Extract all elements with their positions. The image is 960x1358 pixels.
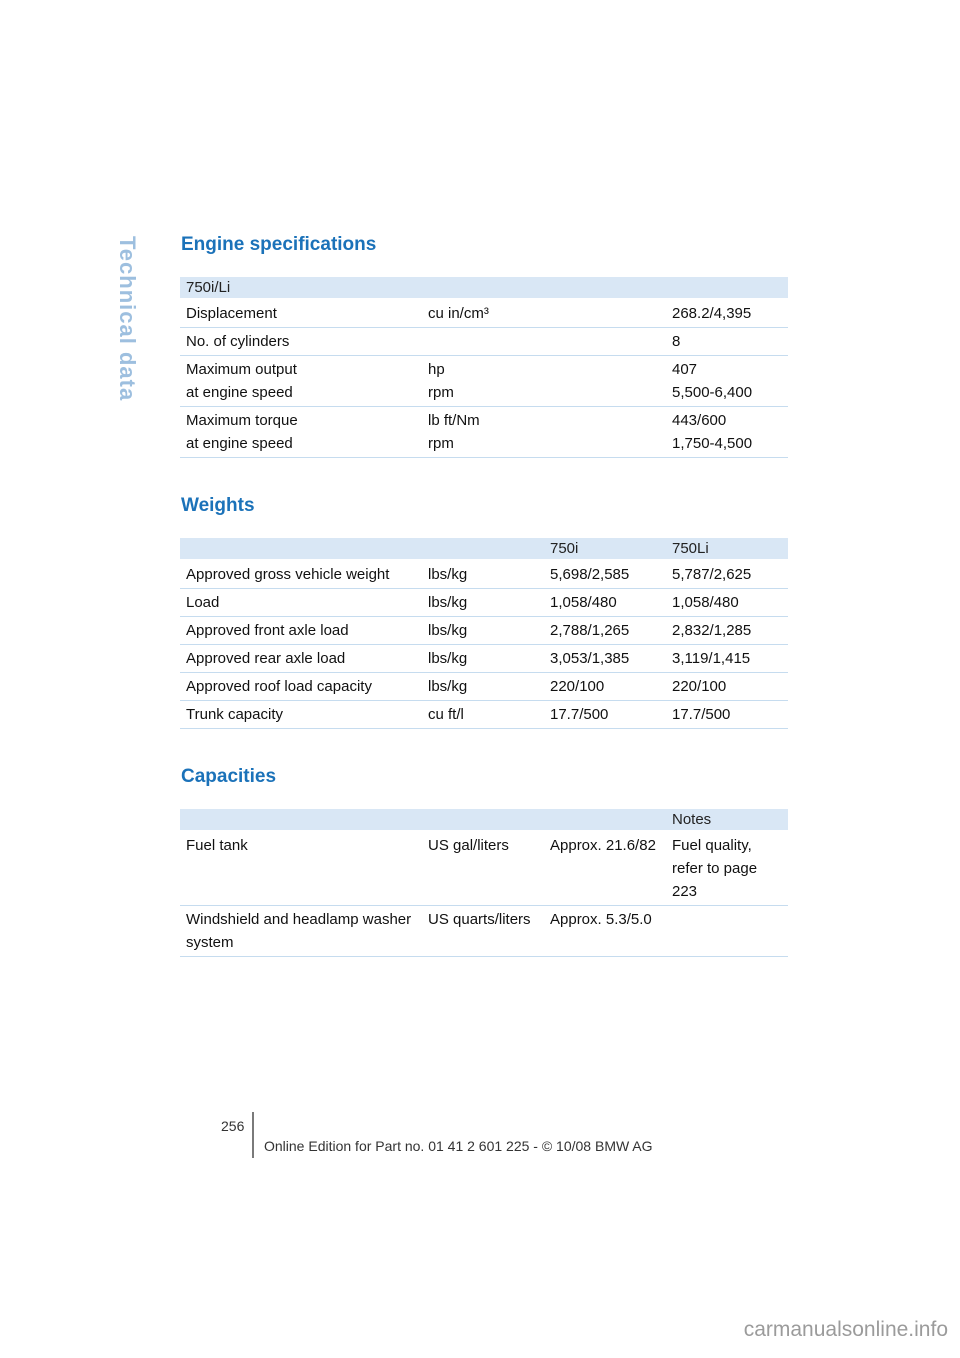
weights-table-header: [180, 538, 788, 559]
section-engine-specifications: [180, 234, 788, 458]
row-label: Maximum output at engine speed: [186, 361, 297, 401]
row-value: Approx. 5.3/5.0: [550, 911, 652, 928]
capacities-table-header: [180, 809, 788, 830]
table-row-roof-load: [180, 673, 788, 701]
engine-table-header: [180, 277, 788, 298]
section-title-capacities: Capacities: [181, 766, 277, 787]
footer-divider: [252, 1112, 254, 1158]
table-row-max-output: [180, 356, 788, 407]
row-label: No. of cylinders: [186, 333, 290, 350]
row-value: Approx. 21.6/82: [550, 837, 656, 854]
table-row-displacement: [180, 300, 788, 328]
row-unit: [422, 330, 666, 353]
table-row-rear-axle: [180, 645, 788, 673]
page-footer: [0, 1112, 960, 1162]
header-750li: 750Li: [672, 540, 709, 557]
row-value-750i: 17.7/500: [550, 706, 609, 723]
row-unit: hp rpm: [428, 361, 454, 401]
header-blank: [544, 809, 666, 830]
row-value-750li: 17.7/500: [672, 706, 731, 723]
row-label: Approved gross vehicle weight: [186, 566, 390, 583]
header-blank: [180, 538, 422, 559]
row-label: Load: [186, 594, 220, 611]
row-value-750i: 2,788/1,265: [550, 622, 630, 639]
header-blank: [422, 809, 544, 830]
row-unit: lbs/kg: [428, 650, 468, 667]
section-weights: [180, 495, 788, 729]
row-unit: lbs/kg: [428, 678, 468, 695]
weights-table: [180, 538, 788, 729]
row-value-750li: 2,832/1,285: [672, 622, 752, 639]
row-unit: cu in/cm³: [428, 305, 489, 322]
row-value: 8: [672, 333, 681, 350]
row-value: 443/600 1,750-4,500: [672, 412, 753, 452]
header-model: 750i/Li: [186, 279, 231, 296]
row-value-750li: 3,119/1,415: [672, 650, 751, 667]
table-row-max-torque: [180, 407, 788, 458]
row-value-750i: 1,058/480: [550, 594, 617, 611]
header-750i: 750i: [550, 540, 579, 557]
row-unit: lbs/kg: [428, 566, 468, 583]
page-number: 256: [221, 1118, 245, 1134]
page-content: [180, 234, 788, 994]
row-notes: [666, 908, 788, 954]
row-value-750li: 1,058/480: [672, 594, 739, 611]
table-row-cylinders: [180, 328, 788, 356]
row-label: Maximum torque at engine speed: [186, 412, 298, 452]
section-title-weights: Weights: [181, 495, 255, 516]
row-unit: cu ft/l: [428, 706, 464, 723]
row-unit: US gal/liters: [428, 837, 509, 854]
table-row-fuel-tank: [180, 832, 788, 906]
capacities-table: [180, 809, 788, 957]
table-row-trunk-capacity: [180, 701, 788, 729]
table-row-load: [180, 589, 788, 617]
header-notes: Notes: [672, 811, 712, 828]
table-row-gross-weight: [180, 561, 788, 589]
row-label: Approved rear axle load: [186, 650, 346, 667]
row-unit: lbs/kg: [428, 622, 468, 639]
row-notes: Fuel quality, refer to page 223: [672, 837, 758, 900]
edition-text: Online Edition for Part no. 01 41 2 601 225 - © 10/08 BMW AG: [264, 1138, 653, 1154]
row-value-750li: 220/100: [672, 678, 727, 695]
row-label: Displacement: [186, 305, 277, 322]
header-blank: [422, 538, 544, 559]
row-value-750i: 220/100: [550, 678, 605, 695]
section-title-engine: Engine specifications: [181, 234, 377, 255]
header-blank: [180, 809, 422, 830]
row-unit: US quarts/liters: [428, 911, 531, 928]
row-label: Trunk capacity: [186, 706, 283, 723]
row-label: Fuel tank: [186, 837, 248, 854]
header-blank: [666, 277, 788, 298]
row-value-750i: 5,698/2,585: [550, 566, 630, 583]
row-unit: lbs/kg: [428, 594, 468, 611]
row-value-750i: 3,053/1,385: [550, 650, 630, 667]
row-value: 268.2/4,395: [672, 305, 752, 322]
watermark-text: carmanualsonline.info: [743, 1318, 948, 1341]
header-blank: [422, 277, 666, 298]
chapter-tab-technical-data: Technical data: [115, 236, 140, 402]
row-value-750li: 5,787/2,625: [672, 566, 752, 583]
table-row-washer-system: [180, 906, 788, 957]
row-value: 407 5,500-6,400: [672, 361, 753, 401]
row-label: Approved front axle load: [186, 622, 349, 639]
row-label: Windshield and headlamp washer system: [186, 911, 412, 951]
row-label: Approved roof load capacity: [186, 678, 372, 695]
row-unit: lb ft/Nm rpm: [428, 412, 480, 452]
engine-specs-table: [180, 277, 788, 458]
section-capacities: [180, 766, 788, 957]
table-row-front-axle: [180, 617, 788, 645]
